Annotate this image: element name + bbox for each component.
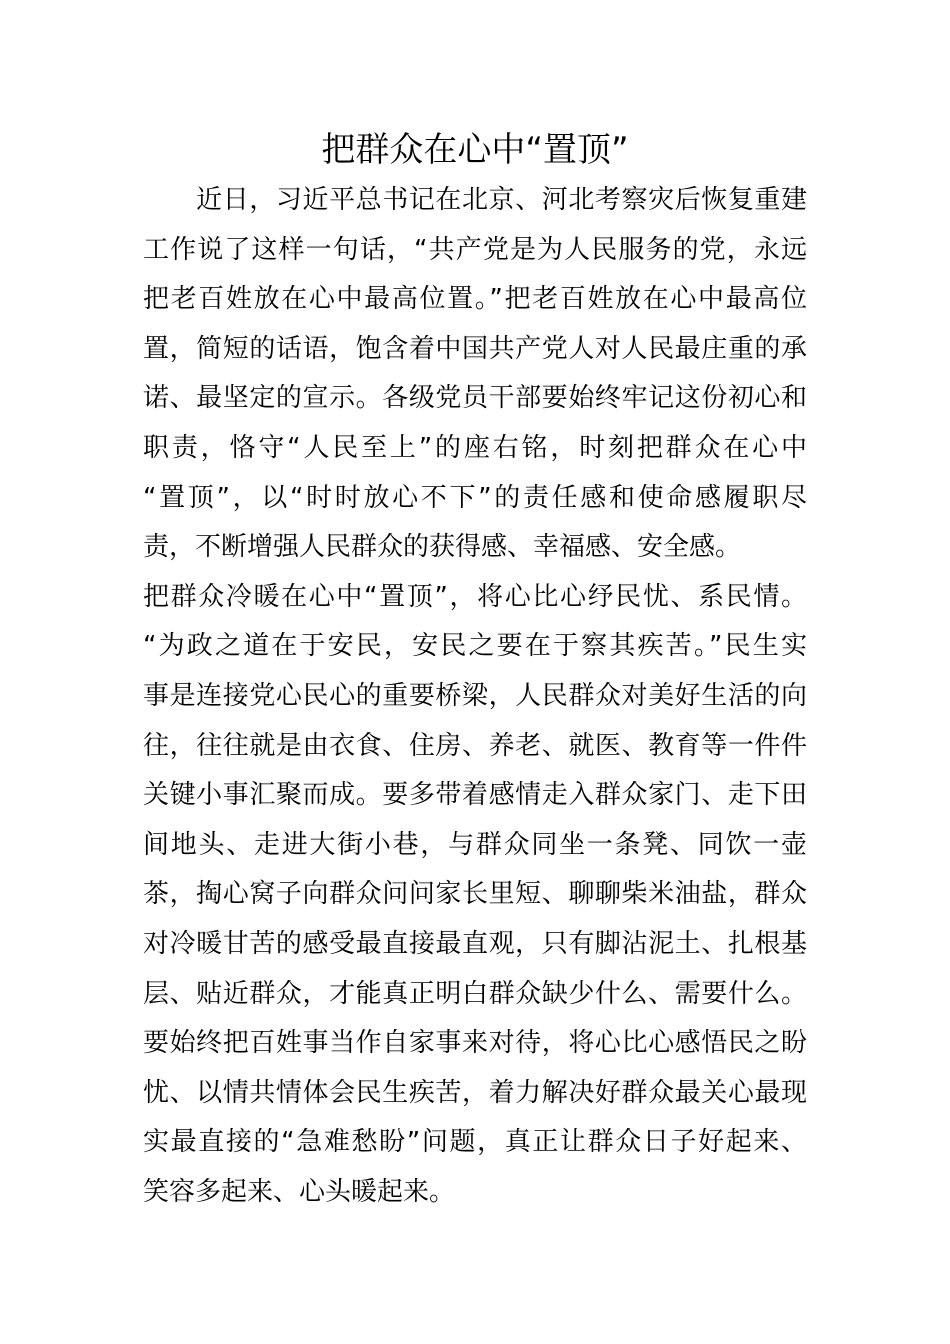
body-line: 要始终把百姓事当作自家事来对待，将心比心感悟民之盼	[143, 1028, 807, 1059]
body-line: 职责，恪守“人民至上”的座右铭，时刻把群众在心中	[143, 432, 807, 463]
body-line: 实最直接的“急难愁盼”问题，真正让群众日子好起来、	[143, 1127, 807, 1158]
body-line: 间地头、走进大街小巷，与群众同坐一条凳、同饮一壶	[143, 829, 807, 860]
document-title: 把群众在心中“置顶”	[321, 130, 629, 170]
body-line: 诺、最坚定的宣示。各级党员干部要始终牢记这份初心和	[143, 383, 807, 414]
body-line: 笑容多起来、心头暖起来。	[143, 1176, 456, 1207]
body-line: “置顶”，以“时时放心不下”的责任感和使命感履职尽	[143, 482, 807, 513]
body-line: 把群众冷暖在心中“置顶”，将心比心纾民忧、系民情。	[143, 581, 807, 612]
body-line: 把老百姓放在心中最高位置。”把老百姓放在心中最高位	[143, 284, 807, 315]
body-line: 事是连接党心民心的重要桥梁，人民群众对美好生活的向	[143, 680, 807, 711]
body-line: 关键小事汇聚而成。要多带着感情走入群众家门、走下田	[143, 780, 807, 811]
body-line: 忧、以情共情体会民生疾苦，着力解决好群众最关心最现	[143, 1077, 807, 1108]
body-line: 工作说了这样一句话，“共产党是为人民服务的党，永远	[143, 234, 807, 265]
document-body	[143, 176, 807, 1217]
body-line: 对冷暖甘苦的感受最直接最直观，只有脚沾泥土、扎根基	[143, 928, 807, 959]
body-line: 茶，掏心窝子向群众问问家长里短、聊聊柴米油盐，群众	[143, 879, 807, 910]
body-line: 近日，习近平总书记在北京、河北考察灾后恢复重建	[143, 185, 807, 215]
body-line: 置，简短的话语，饱含着中国共产党人对人民最庄重的承	[143, 333, 807, 364]
body-line: 往，往往就是由衣食、住房、养老、就医、教育等一件件	[143, 730, 807, 761]
body-line: “为政之道在于安民，安民之要在于察其疾苦。”民生实	[143, 631, 807, 662]
body-line: 层、贴近群众，才能真正明白群众缺少什么、需要什么。	[143, 978, 807, 1009]
body-line: 责，不断增强人民群众的获得感、幸福感、安全感。	[143, 532, 742, 563]
